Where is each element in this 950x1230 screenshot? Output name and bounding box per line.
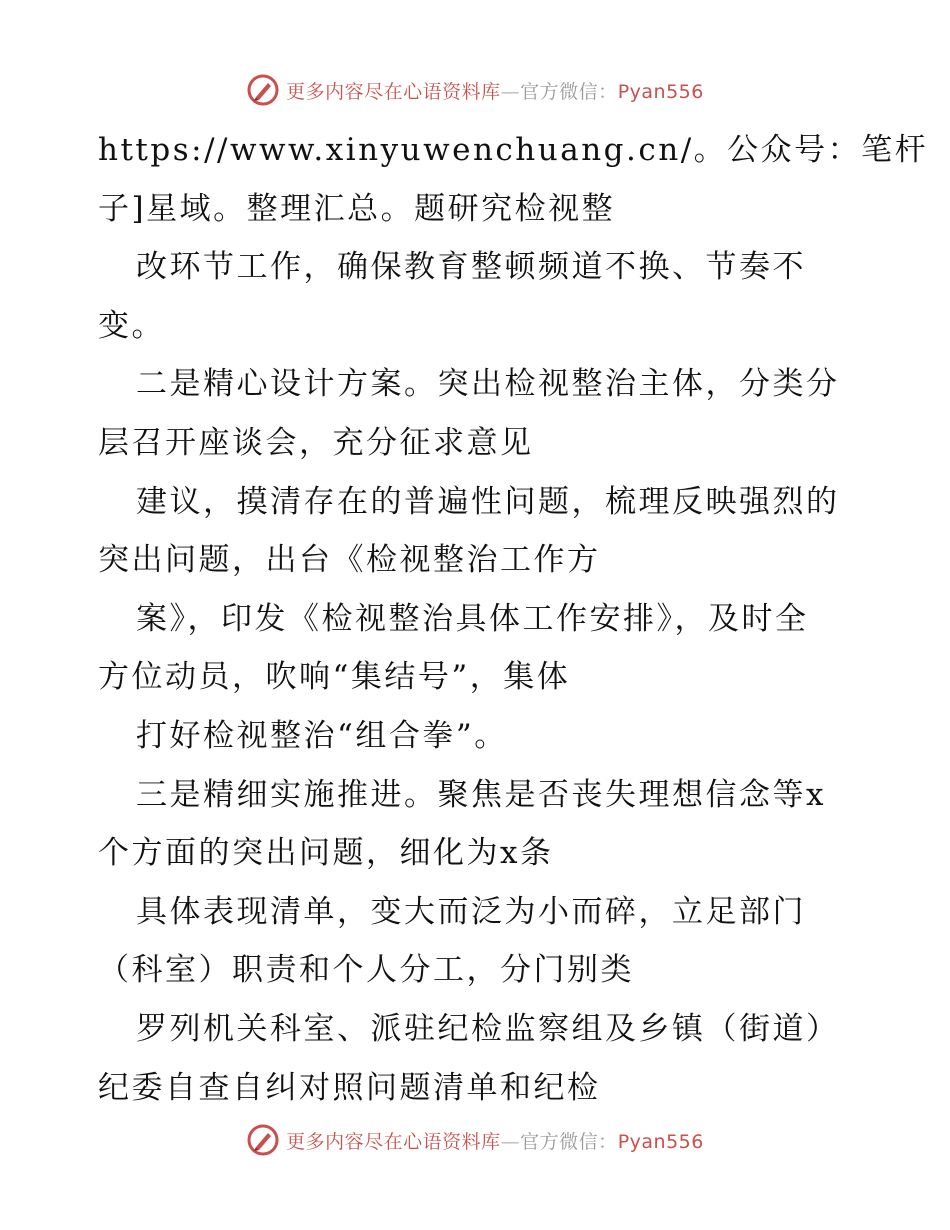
text-line: 罗列机关科室、派驻纪检监察组及乡镇（街道） <box>136 1010 840 1047</box>
text-line: 打好检视整治“组合拳”。 <box>136 717 508 754</box>
banner-sub: 官方微信： <box>520 80 618 103</box>
banner-id: Pyan556 <box>617 80 704 103</box>
pen-logo-icon <box>246 1123 280 1157</box>
text-line: 建议，摸清存在的普遍性问题，梳理反映强烈的 <box>136 483 840 520</box>
document-body <box>98 121 929 1117</box>
text-line: 个方面的突出问题，细化为x条 <box>98 835 554 872</box>
banner-text <box>286 1127 704 1154</box>
text-line: 突出问题，出台《检视整治工作方 <box>98 542 601 579</box>
text-line: https://www.xinyuwenchuang.cn/。公众号：笔杆 <box>98 132 929 168</box>
text-line: 三是精细实施推进。聚焦是否丧失理想信念等x <box>136 776 826 813</box>
text-line: 子]星域。整理汇总。题研究检视整 <box>98 190 616 227</box>
text-line: 纪委自查自纠对照问题清单和纪检 <box>98 1069 601 1106</box>
text-line: 方位动员，吹响“集结号”，集体 <box>98 659 571 696</box>
banner-main: 更多内容尽在心语资料库 <box>286 80 501 103</box>
header-banner <box>0 68 950 112</box>
text-line: （科室）职责和个人分工，分门别类 <box>98 952 634 989</box>
pen-logo-icon <box>246 73 280 107</box>
banner-text <box>286 77 704 104</box>
banner-dash: — <box>500 1130 521 1153</box>
text-line: 二是精心设计方案。突出检视整治主体，分类分 <box>136 366 840 403</box>
text-line: 改环节工作，确保教育整顿频道不换、节奏不 <box>136 249 806 286</box>
banner-sub: 官方微信： <box>520 1130 618 1153</box>
banner-dash: — <box>500 80 521 103</box>
footer-banner <box>0 1118 950 1162</box>
text-line: 变。 <box>98 307 165 344</box>
text-line: 具体表现清单，变大而泛为小而碎，立足部门 <box>136 893 806 930</box>
banner-id: Pyan556 <box>617 1130 704 1153</box>
banner-main: 更多内容尽在心语资料库 <box>286 1130 501 1153</box>
text-line: 层召开座谈会，充分征求意见 <box>98 424 534 461</box>
text-line: 案》，印发《检视整治具体工作安排》，及时全 <box>136 600 809 637</box>
